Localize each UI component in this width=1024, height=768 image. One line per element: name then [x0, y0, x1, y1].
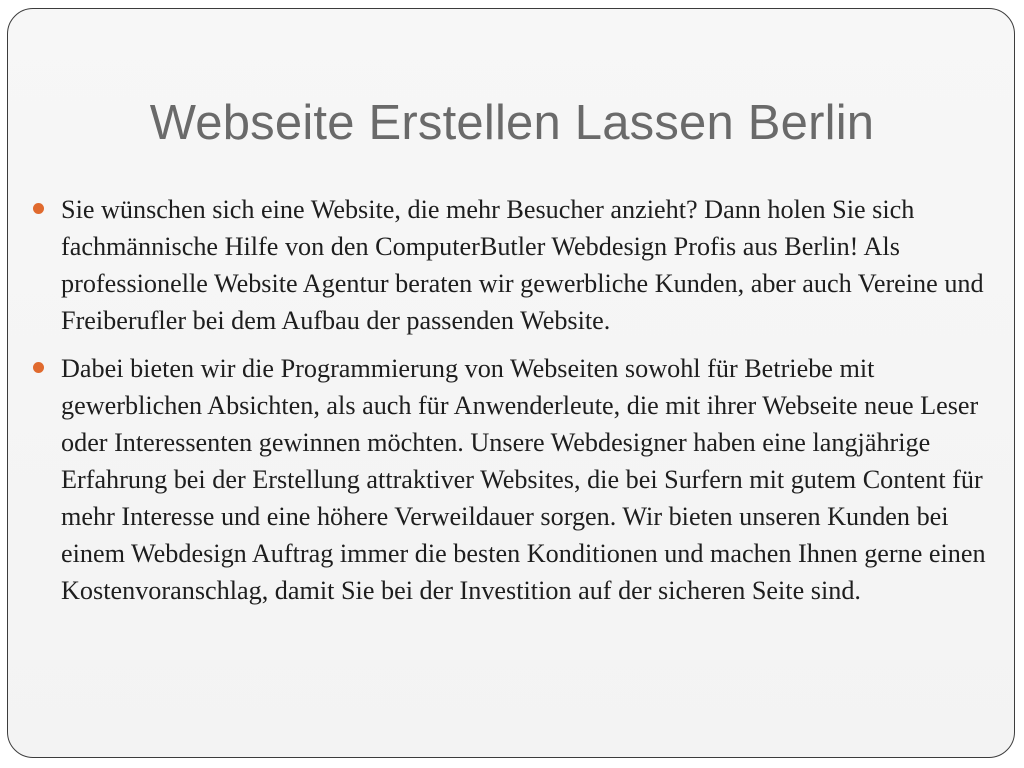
bullet-dot-icon: [33, 362, 44, 373]
slide-title: Webseite Erstellen Lassen Berlin: [149, 96, 875, 150]
bullet-text: Dabei bieten wir die Programmierung von Webseiten sowohl für Betriebe mit gewerblichen Absichten, als auch für Anwenderleute, die mit ihrer Webseite neue Leser oder Interessenten gewinnen möchten. Unsere Webdesigner haben eine langjährige Erfahrung bei der Erstellung attraktiver Websites, die bei Surfern mit gutem Content für mehr Interesse und eine höhere Verweildauer sorgen. Wir bieten unseren Kunden bei einem Webdesign Auftrag immer die besten Konditionen und machen Ihnen gerne einen Kostenvoranschlag, damit Sie bei der Investition auf der sicheren Seite sind.: [61, 354, 986, 605]
bullet-item-2: [33, 350, 993, 609]
bullet-list: [33, 191, 993, 620]
slide-frame: [7, 8, 1015, 758]
bullet-item-1: [33, 191, 993, 339]
bullet-text: Sie wünschen sich eine Website, die mehr Besucher anzieht? Dann holen Sie sich fachmännische Hilfe von den ComputerButler Webdesign Profis aus Berlin! Als professionelle Website Agentur beraten wir gewerbliche Kunden, aber auch Vereine und Freiberufler bei dem Aufbau der passenden Website.: [61, 195, 984, 335]
bullet-dot-icon: [33, 203, 44, 214]
